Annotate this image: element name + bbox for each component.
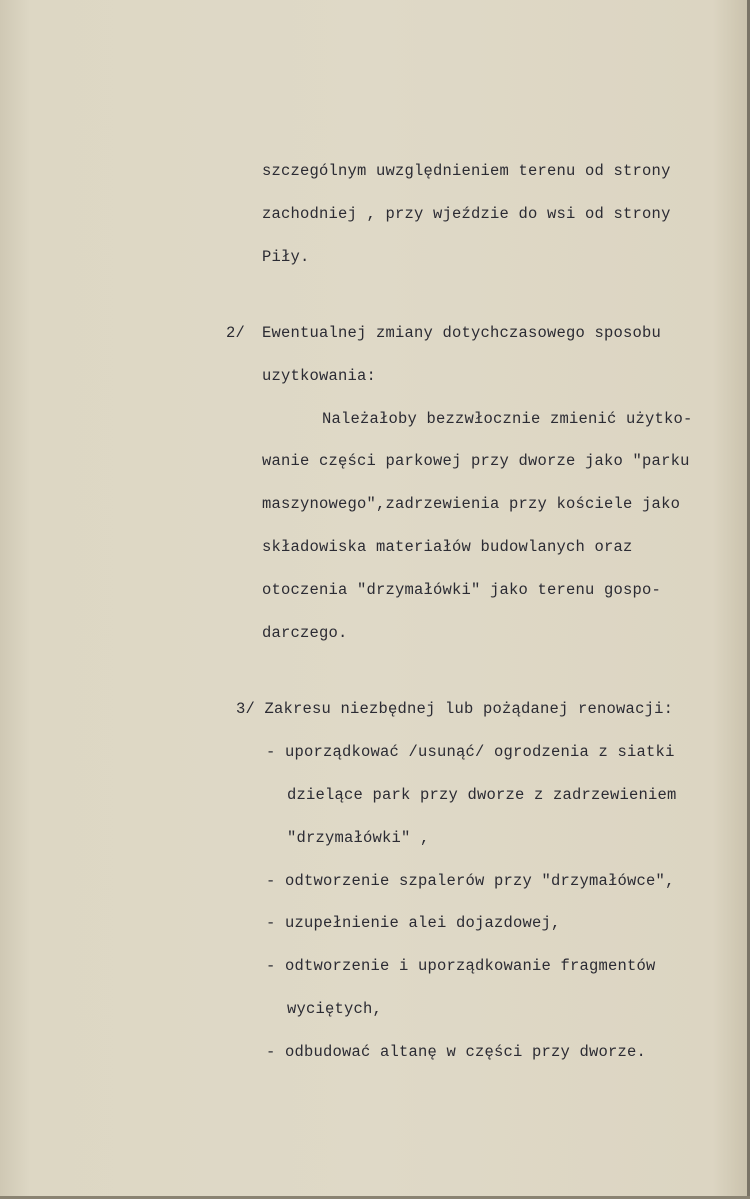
text-line-7: Należałoby bezzwłocznie zmienić użytko-: [322, 410, 693, 428]
list-item-3: - uzupełnienie alei dojazdowej,: [266, 914, 561, 932]
text-line-12: darczego.: [262, 624, 348, 642]
text-line-1: szczególnym uwzględnieniem terenu od strony: [262, 162, 671, 180]
list-item-5: - odbudować altanę w części przy dworze.: [266, 1043, 647, 1061]
list-item-1-cont2: "drzymałówki" ,: [287, 829, 430, 847]
text-line-9: maszynowego",zadrzewienia przy kościele jako: [262, 495, 681, 513]
section-number-2: 2/: [226, 324, 246, 342]
list-item-1: - uporządkować /usunąć/ ogrodzenia z siatki: [266, 743, 675, 761]
text-line-3: Piły.: [262, 248, 310, 266]
text-line-2: zachodniej , przy wjeździe do wsi od strony: [262, 205, 671, 223]
list-item-4: - odtworzenie i uporządkowanie fragmentów: [266, 957, 656, 975]
section-2-heading-cont: uzytkowania:: [262, 367, 377, 385]
text-line-11: otoczenia "drzymałówki" jako terenu gospo-: [262, 581, 662, 599]
text-line-10: składowiska materiałów budowlanych oraz: [262, 538, 633, 556]
section-2-heading: Ewentualnej zmiany dotychczasowego sposobu: [262, 324, 662, 342]
section-3-heading: 3/ Zakresu niezbędnej lub pożądanej renowacji:: [236, 700, 674, 718]
list-item-2: - odtworzenie szpalerów przy "drzymałówce",: [266, 872, 675, 890]
list-item-1-cont: dzielące park przy dworze z zadrzewieniem: [287, 786, 677, 804]
list-item-4-cont: wyciętych,: [287, 1000, 383, 1018]
text-line-8: wanie części parkowej przy dworze jako "parku: [262, 452, 690, 470]
